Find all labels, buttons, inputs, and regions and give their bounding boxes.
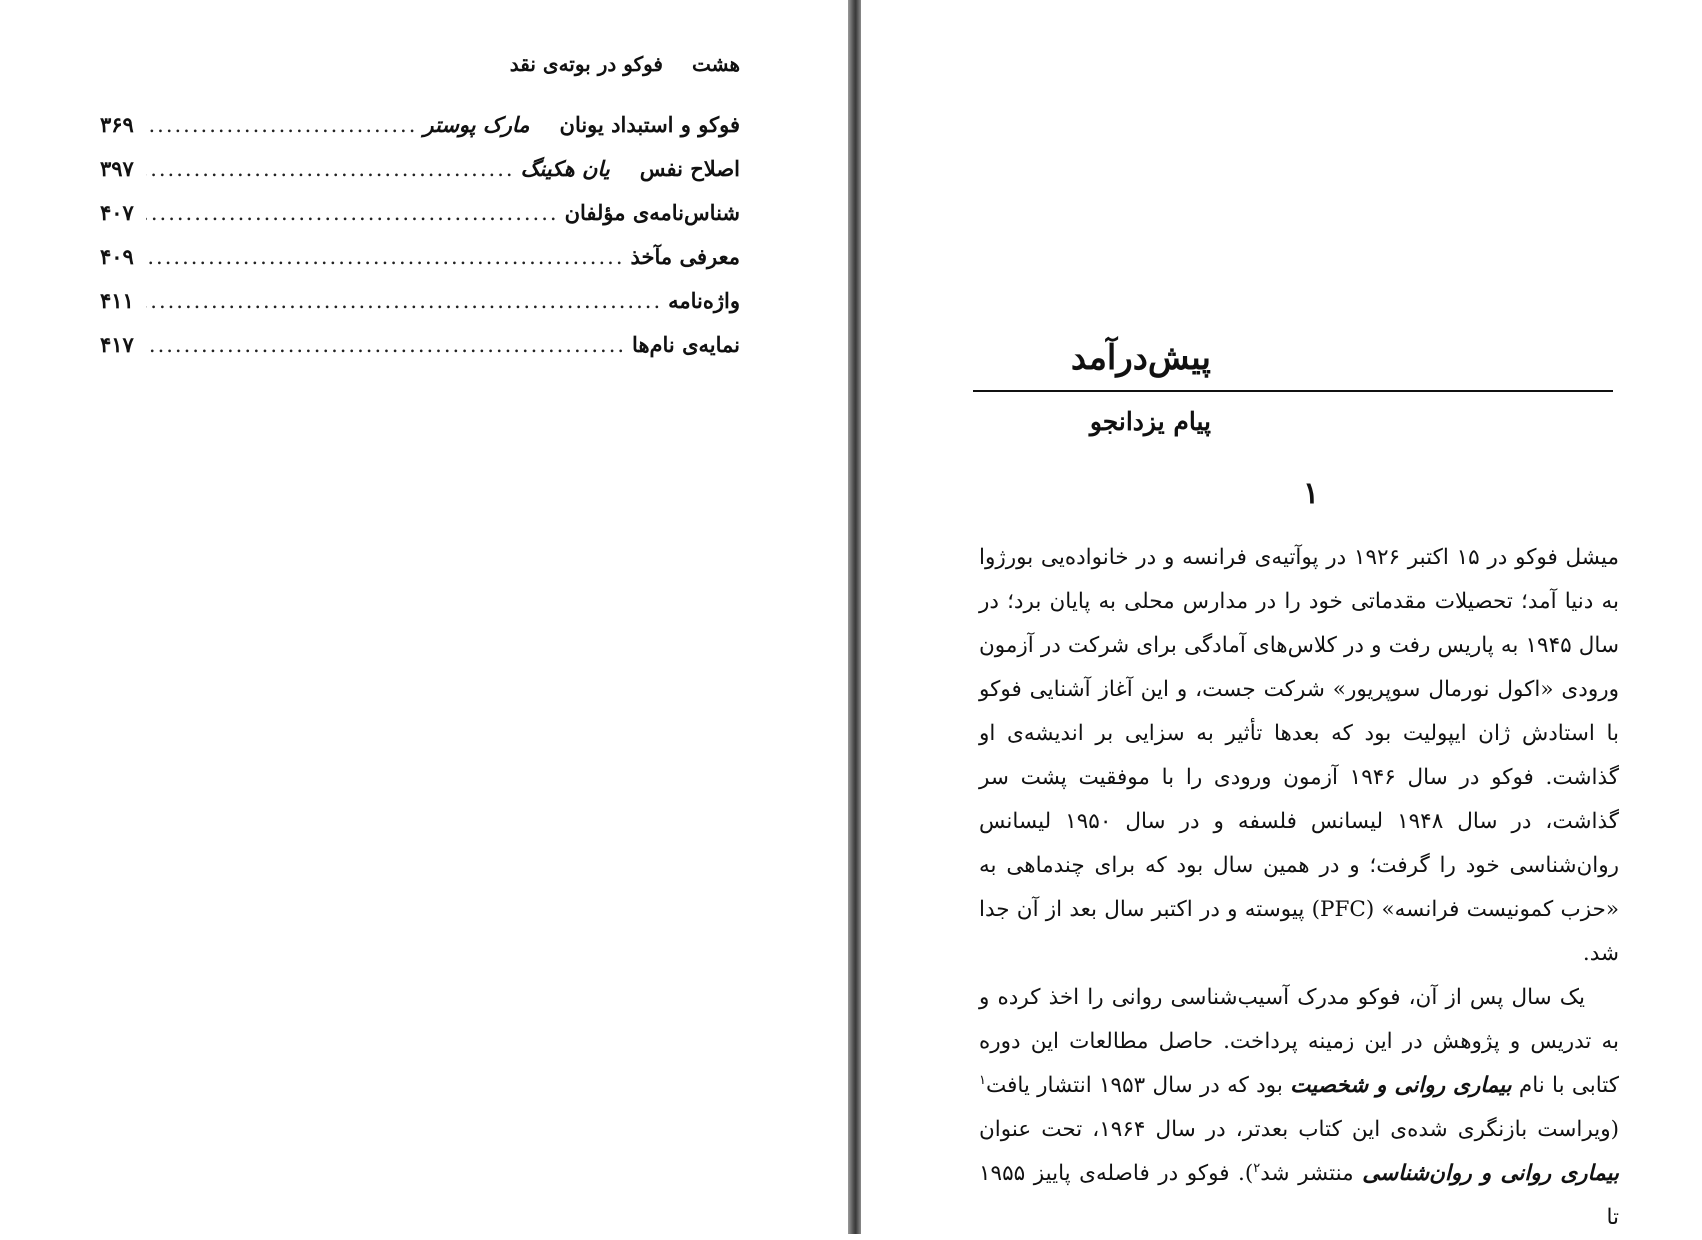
toc-entry-author: یان هکینگ	[520, 156, 610, 181]
toc-entry-title: واژه‌نامه	[668, 288, 740, 313]
toc-entry-author: مارک پوستر	[423, 112, 530, 137]
toc-entry-title: معرفی مآخذ	[630, 244, 740, 269]
chapter-author: پیام یزدانجو	[1089, 407, 1211, 436]
toc-entry-title: فوکو و استبداد یونان	[559, 112, 740, 137]
book-title-emphasis: بیماری روانی و روان‌شناسی	[1362, 1161, 1619, 1186]
toc-dot-leader	[146, 113, 417, 137]
toc-dot-leader	[146, 201, 559, 225]
body-text-run: بود که در سال ۱۹۵۳ انتشار یافت	[985, 1073, 1291, 1098]
toc-entry-page: ۴۱۱	[100, 288, 134, 313]
running-head	[300, 52, 740, 76]
toc-dot-leader	[146, 245, 625, 269]
running-head-book-title: فوکو در بوته‌ی نقد	[509, 52, 663, 76]
toc-entry-page: ۴۰۹	[100, 244, 134, 269]
left-page	[0, 0, 848, 1234]
toc-entry-page: ۴۱۷	[100, 332, 134, 357]
toc-entry-page: ۴۰۷	[100, 200, 134, 225]
body-text-run: ). فوکو در فاصله‌ی پاییز ۱۹۵۵ تا	[979, 1161, 1619, 1230]
body-text-run: یک سال پس از آن، فوکو مدرک آسیب‌شناسی روانی را اخذ کرده و به تدریس و پژوهش در این زمینه پرداخت. حاصل مطالعات این دوره کتابی با نام	[979, 985, 1620, 1098]
toc-entry-page: ۳۹۷	[100, 156, 134, 181]
footnote-marker: ۱	[979, 1072, 986, 1088]
toc-entry-title: شناس‌نامه‌ی مؤلفان	[564, 200, 740, 225]
body-paragraph	[979, 976, 1619, 1240]
toc-entry	[100, 156, 740, 200]
toc-dot-leader	[146, 333, 626, 357]
toc-dot-leader	[146, 289, 662, 313]
book-title-emphasis: بیماری روانی و شخصیت	[1290, 1073, 1512, 1098]
body-text-run: منتشر شد	[1260, 1161, 1363, 1186]
toc-entry-title: نمایه‌ی نام‌ها	[632, 332, 740, 357]
right-page	[861, 0, 1702, 1234]
section-number: ۱	[1302, 476, 1320, 511]
body-text-run: (ویراست بازنگری شده‌ی این کتاب بعدتر، در سال ۱۹۶۴، تحت عنوان	[979, 1117, 1619, 1142]
toc-entry	[100, 288, 740, 332]
toc-entry	[100, 200, 740, 244]
book-spine-gutter	[848, 0, 861, 1234]
chapter-title-rule	[973, 390, 1613, 392]
toc-entry-title: اصلاح نفس	[639, 156, 740, 181]
chapter-body	[979, 536, 1619, 1240]
toc-entry-page: ۳۶۹	[100, 112, 134, 137]
toc-entry	[100, 244, 740, 288]
toc-entry	[100, 332, 740, 376]
body-paragraph: میشل فوکو در ۱۵ اکتبر ۱۹۲۶ در پوآتیه‌ی فرانسه و در خانواده‌یی بورژوا به دنیا آمد؛ تحصیلات مقدماتی خود را در مدارس محلی به پایان برد؛ در سال ۱۹۴۵ به پاریس رفت و در کلاس‌های آمادگی برای شرکت در آزمون ورودی «اکول نورمال سوپریور» شرکت جست، و این آغاز آشنایی فوکو با استادش ژان ایپولیت بود که بعدها تأثیر به سزایی بر اندیشه‌ی او گذاشت. فوکو در سال ۱۹۴۶ آزمون ورودی را با موفقیت پشت سر گذاشت، در سال ۱۹۴۸ لیسانس فلسفه و در سال ۱۹۵۰ لیسانس روان‌شناسی خود را گرفت؛ و در همین سال بود که برای چندماهی به «حزب کمونیست فرانسه» (PFC) پیوسته و در اکتبر سال بعد از آن جدا شد.	[979, 545, 1619, 966]
footnote-marker: ۲	[1253, 1160, 1261, 1176]
table-of-contents	[100, 112, 740, 376]
chapter-title: پیش‌درآمد	[1070, 338, 1211, 378]
toc-entry	[100, 112, 740, 156]
toc-dot-leader	[146, 157, 515, 181]
running-head-page-number: هشت	[691, 52, 740, 76]
